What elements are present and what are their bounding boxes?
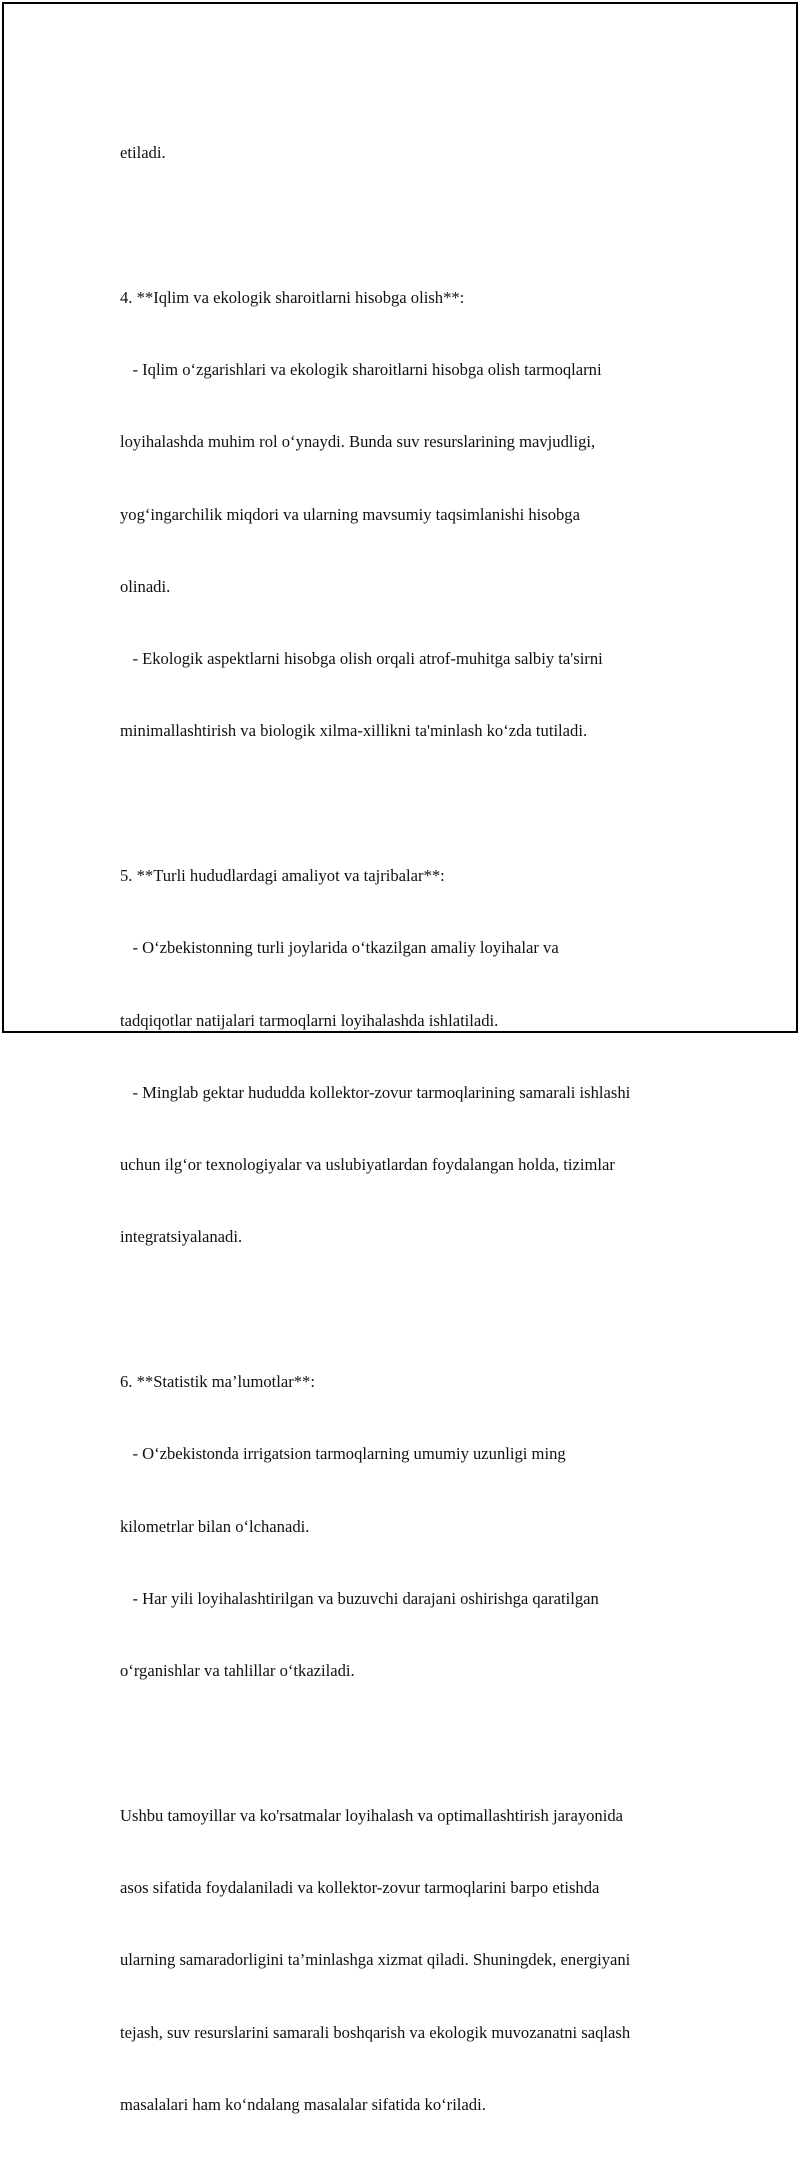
text-line: - Har yili loyihalashtirilgan va buzuvchi darajani oshirishga qaratilgan [120, 1588, 599, 1608]
text-line: Ushbu tamoyillar va ko'rsatmalar loyihalash va optimallashtirish jarayonida [120, 1805, 623, 1825]
text-line: kilometrlar bilan o‘lchanadi. [120, 1516, 310, 1536]
text-line: etiladi. [120, 143, 166, 163]
text-line: yog‘ingarchilik miqdori va ularning mavsumiy taqsimlanishi hisobga [120, 504, 580, 524]
blank-line [120, 1298, 720, 1322]
section-heading: 5. **Turli hududlardagi amaliyot va tajribalar**: [120, 866, 445, 885]
section-heading: 6. **Statistik ma’lumotlar**: [120, 1371, 315, 1391]
text-line: tadqiqotlar natijalari tarmoqlarni loyihalashda ishlatiladi. [120, 1010, 499, 1030]
text-line: masalalari ham ko‘ndalang masalalar sifatida ko‘riladi. [120, 2094, 486, 2114]
text-line: - O‘zbekistonning turli joylarida o‘tkazilgan amaliy loyihalar va [120, 938, 559, 958]
blank-line [120, 1731, 720, 1755]
document-body [120, 93, 720, 2165]
text-line: - Ekologik aspektlarni hisobga olish orqali atrof-muhitga salbiy ta'sirni [120, 649, 603, 669]
text-line: - Minglab gektar hududda kollektor-zovur tarmoqlarining samarali ishlashi [120, 1082, 631, 1102]
document-page [2, 2, 798, 2114]
text-line: - O‘zbekistonda irrigatsion tarmoqlarning umumiy uzunligi ming [120, 1444, 566, 1464]
text-line: asos sifatida foydalaniladi va kollektor-zovur tarmoqlarini barpo etishda [120, 1877, 600, 1897]
blank-line [120, 213, 720, 237]
text-line: tejash, suv resurslarini samarali boshqarish va ekologik muvozanatni saqlash [120, 2022, 631, 2042]
text-line: uchun ilg‘or texnologiyalar va uslubiyatlardan foydalangan holda, tizimlar [120, 1155, 615, 1175]
text-line: ularning samaradorligini ta’minlashga xizmat qiladi. Shuningdek, energiyani [120, 1950, 631, 1970]
text-line: olinadi. [120, 576, 171, 596]
section-heading: 4. **Iqlim va ekologik sharoitlarni hisobga olish**: [120, 287, 465, 307]
text-line: - Iqlim o‘zgarishlari va ekologik sharoitlarni hisobga olish tarmoqlarni [120, 360, 602, 380]
text-line: loyihalashda muhim rol o‘ynaydi. Bunda suv resurslarining mavjudligi, [120, 432, 596, 452]
text-line: minimallashtirish va biologik xilma-xillikni ta'minlash ko‘zda tutiladi. [120, 721, 588, 741]
text-line: o‘rganishlar va tahlillar o‘tkaziladi. [120, 1661, 355, 1681]
text-line: integratsiyalanadi. [120, 1227, 243, 1247]
blank-line [120, 792, 720, 816]
